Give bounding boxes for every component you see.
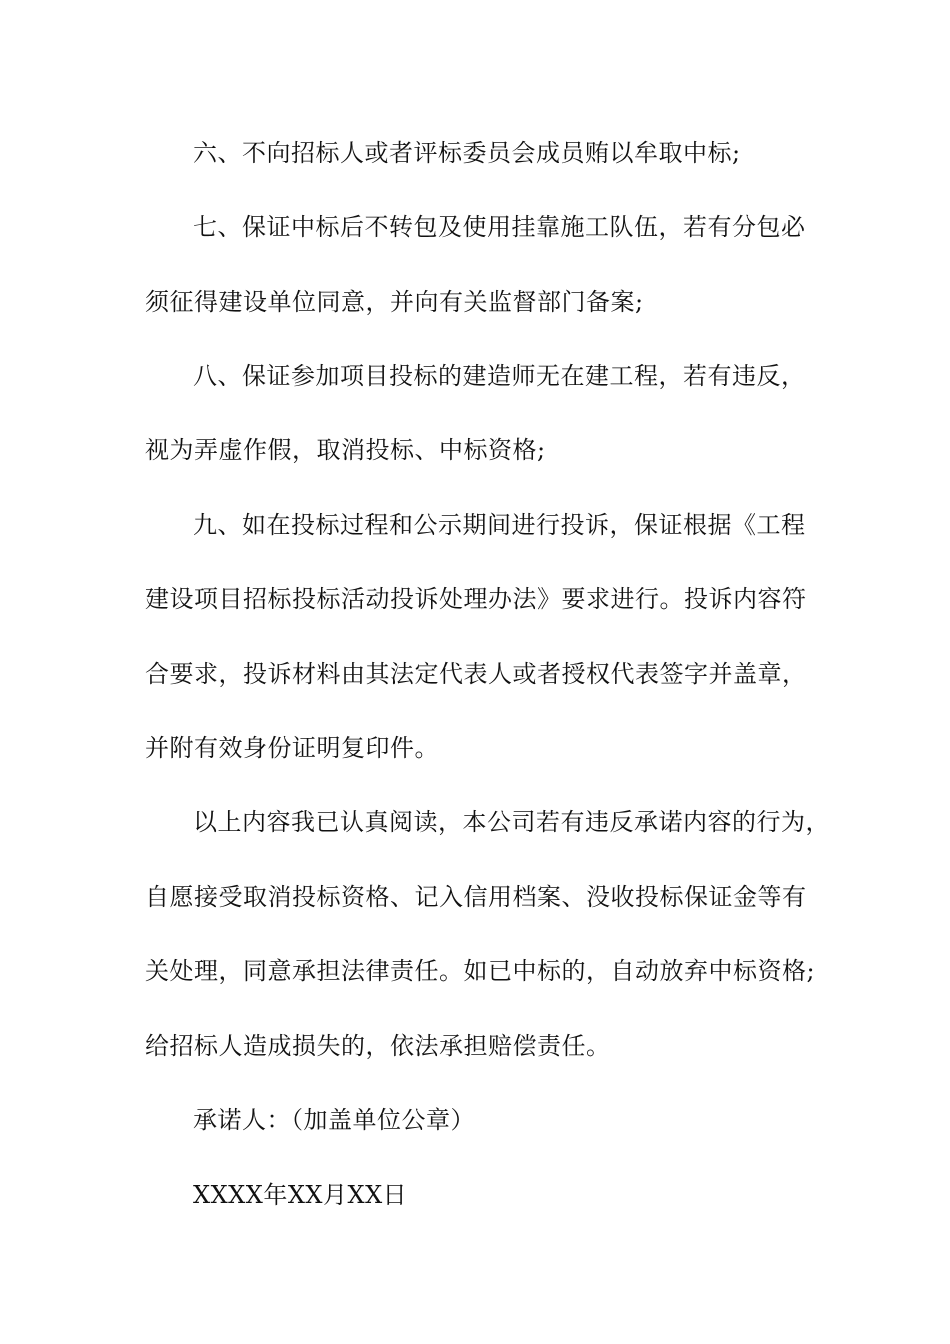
statement-line-4: 给招标人造成损失的，依法承担赔偿责任。 bbox=[145, 1032, 611, 1060]
clause-9-line-2: 建设项目招标投标活动投诉处理办法》要求进行。投诉内容符 bbox=[145, 585, 807, 613]
clause-7-line-2: 须征得建设单位同意，并向有关监督部门备案; bbox=[145, 288, 644, 316]
clause-9-line-1: 九、如在投标过程和公示期间进行投诉，保证根据《工程 bbox=[193, 511, 806, 539]
statement-line-1: 以上内容我已认真阅读，本公司若有违反承诺内容的行为， bbox=[193, 808, 830, 836]
clause-8-line-1: 八、保证参加项目投标的建造师无在建工程，若有违反， bbox=[193, 362, 806, 390]
clause-9-line-4: 并附有效身份证明复印件。 bbox=[145, 734, 439, 762]
clause-7-line-1: 七、保证中标后不转包及使用挂靠施工队伍，若有分包必 bbox=[193, 213, 806, 241]
clause-6-line-1: 六、不向招标人或者评标委员会成员贿以牟取中标; bbox=[193, 139, 741, 167]
date-line: XXXX年XX月XX日 bbox=[193, 1181, 408, 1209]
statement-line-2: 自愿接受取消投标资格、记入信用档案、没收投标保证金等有 bbox=[145, 883, 807, 911]
promisor-line: 承诺人：（加盖单位公章） bbox=[193, 1106, 475, 1134]
clause-9-line-3: 合要求，投诉材料由其法定代表人或者授权代表签字并盖章， bbox=[145, 660, 807, 688]
clause-8-line-2: 视为弄虚作假，取消投标、中标资格; bbox=[145, 436, 546, 464]
statement-line-3: 关处理，同意承担法律责任。如已中标的，自动放弃中标资格; bbox=[145, 957, 816, 985]
